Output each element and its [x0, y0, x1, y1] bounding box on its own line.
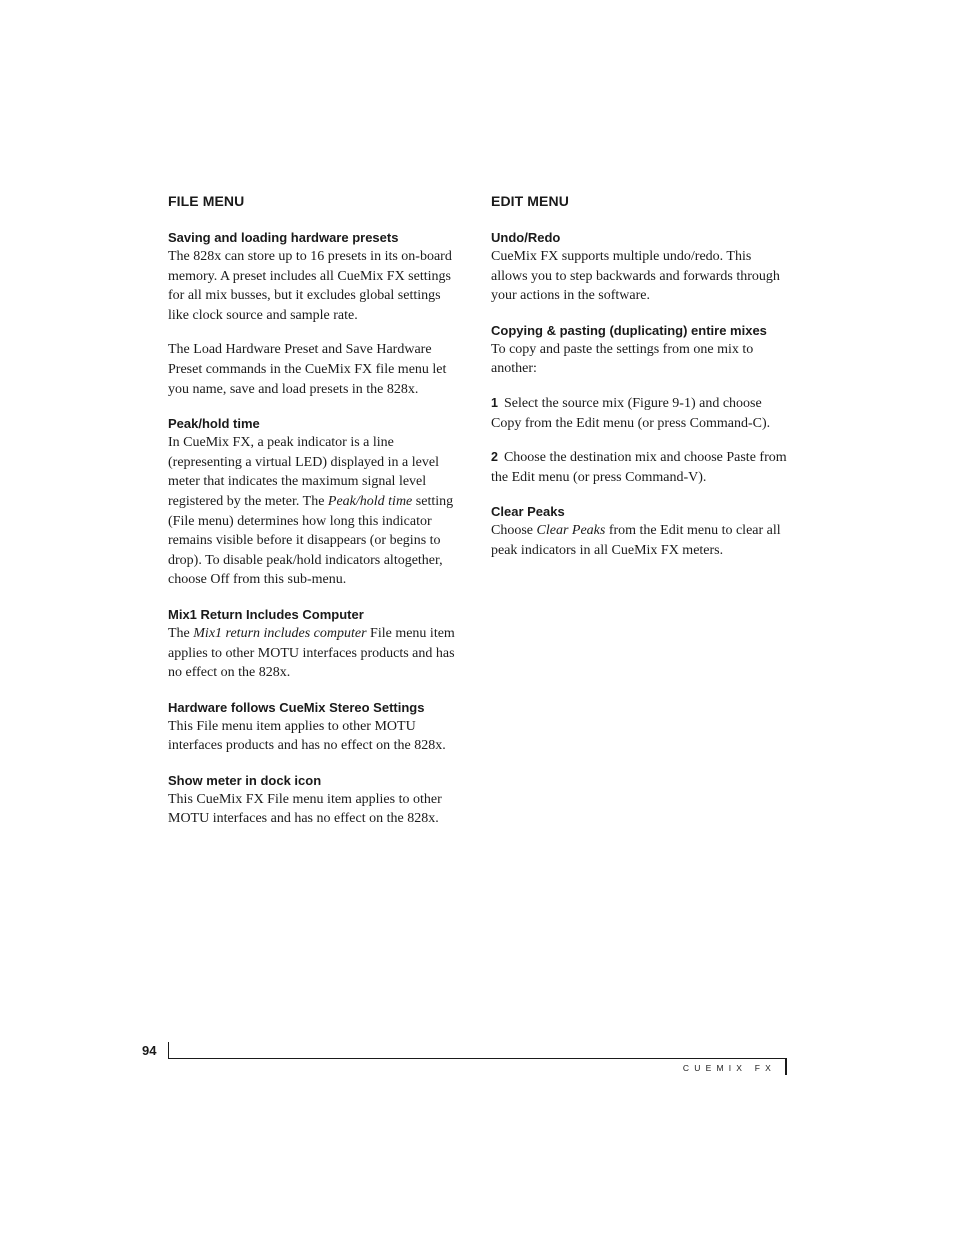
edit-menu-heading: EDIT MENU — [491, 193, 569, 209]
clear-peaks-text-pre: Choose — [491, 523, 537, 539]
page-number: 94 — [142, 1043, 157, 1058]
hardware-follows-section — [168, 698, 464, 756]
footer-right-tick — [785, 1058, 787, 1075]
clear-peaks-title: Clear Peaks — [491, 504, 565, 520]
undo-redo-title: Undo/Redo — [491, 230, 561, 245]
undo-redo-paragraph: CueMix FX supports multiple undo/redo. This allows you to step backwards and forwards through your actions in the software. — [491, 249, 780, 304]
clear-peaks-text-post: from the Edit menu to clear all peak indicators in all CueMix FX meters. — [491, 523, 781, 558]
peak-hold-section — [168, 414, 464, 590]
show-meter-paragraph: This CueMix FX File menu item applies to other MOTU interfaces and has no effect on the 828x. — [168, 791, 442, 827]
saving-presets-section — [168, 228, 464, 399]
edit-menu-column — [491, 192, 787, 576]
copy-paste-step-2 — [491, 448, 787, 487]
file-menu-heading: FILE MENU — [168, 193, 245, 209]
clear-peaks-text-em: Clear Peaks — [536, 523, 606, 539]
hardware-follows-title: Hardware follows CueMix Stereo Settings — [168, 699, 425, 715]
saving-presets-title: Saving and loading hardware presets — [168, 230, 399, 245]
copy-paste-section — [491, 321, 787, 488]
step-2-text: Choose the destination mix and choose Paste from the Edit menu (or press Command-V). — [491, 450, 787, 485]
peak-hold-text-pre: In CueMix FX, a peak indicator is a line (representing a virtual LED) displayed in a level meter that indicates the maximum signal level registered by the meter. The — [168, 435, 439, 509]
mix1-section — [168, 605, 464, 683]
undo-redo-section — [491, 228, 787, 306]
step-1-text: Select the source mix (Figure 9-1) and choose Copy from the Edit menu (or press Command-C). — [491, 395, 771, 431]
peak-hold-text-post: setting (File menu) determines how long this indicator remains visible before it disappears (or begins to drop). To disable peak/hold indicators altogether, choose Off from this sub-menu. — [168, 493, 454, 588]
mix1-text-pre: The — [168, 625, 194, 641]
running-title: CUEMIX FX — [682, 1063, 776, 1073]
mix1-text-post: File menu item applies to other MOTU interfaces products and has no effect on the 828x. — [168, 625, 455, 681]
peak-hold-paragraph — [168, 433, 464, 590]
peak-hold-title: Peak/hold time — [168, 416, 260, 432]
step-2-number: 2 — [491, 450, 498, 465]
peak-hold-text-em: Peak/hold time — [327, 493, 413, 509]
copy-paste-title: Copying & pasting (duplicating) entire mixes — [491, 322, 767, 338]
copy-paste-intro: To copy and paste the settings from one mix to another: — [491, 341, 754, 377]
file-menu-column — [168, 192, 464, 844]
mix1-text-em: Mix1 return includes computer — [193, 625, 367, 641]
show-meter-section — [168, 771, 464, 829]
copy-paste-step-1 — [491, 394, 787, 433]
clear-peaks-section — [491, 502, 787, 560]
footer-left-tick — [168, 1042, 169, 1059]
mix1-title: Mix1 Return Includes Computer — [168, 606, 364, 622]
hardware-follows-paragraph: This File menu item applies to other MOTU interfaces products and has no effect on the 828x. — [168, 718, 446, 754]
mix1-paragraph — [168, 624, 464, 683]
saving-presets-paragraph-1: The 828x can store up to 16 presets in its on-board memory. A preset includes all CueMix FX settings for all mix busses, but it excludes global settings like clock source and sample rate. — [168, 249, 452, 323]
saving-presets-paragraph-2: The Load Hardware Preset and Save Hardware Preset commands in the CueMix FX file menu let you name, save and load presets in the 828x. — [168, 342, 447, 397]
step-1-number: 1 — [491, 395, 498, 410]
clear-peaks-paragraph — [491, 521, 787, 560]
footer-rule — [168, 1058, 786, 1059]
show-meter-title: Show meter in dock icon — [168, 772, 322, 788]
